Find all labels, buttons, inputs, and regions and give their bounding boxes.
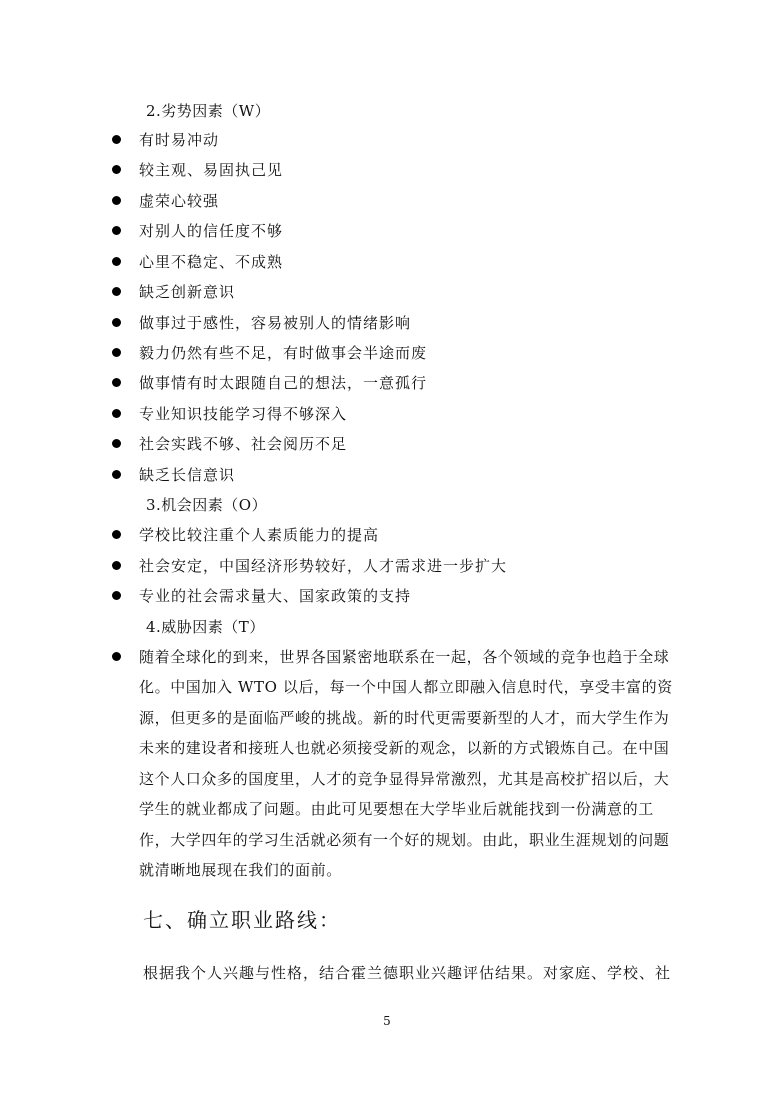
list-item-text: 毅力仍然有些不足，有时做事会半途而废 [139,344,428,362]
list-item-text: 学校比较注重个人素质能力的提高 [139,526,380,544]
paragraph-line: 作，大学四年的学习生活就必须有一个好的规划。由此，职业生涯规划的问题 [139,831,670,849]
bullet-icon [112,591,121,600]
bullet-icon [112,530,121,539]
bullet-icon [112,652,121,661]
list-item-text: 有时易冲动 [139,131,220,149]
paragraph-line: 这个人口众多的国度里，人才的竞争显得异常激烈，尤其是高校扩招以后，大 [139,770,670,788]
weakness-heading: 2.劣势因素（W） [146,102,271,120]
bullet-icon [112,561,121,570]
bullet-icon [112,257,121,266]
paragraph-line: 源，但更多的是面临严峻的挑战。新的时代更需要新型的人才，而大学生作为 [139,709,670,727]
list-item-text: 缺乏长信意识 [139,466,236,484]
list-item-text: 心里不稳定、不成熟 [139,253,284,271]
bullet-icon [112,287,121,296]
list-item-text: 缺乏创新意识 [139,283,236,301]
body-paragraph: 根据我个人兴趣与性格，结合霍兰德职业兴趣评估结果。对家庭、学校、社 [143,964,672,982]
list-item-text: 专业知识技能学习得不够深入 [139,405,348,423]
bullet-icon [112,439,121,448]
list-item-text: 社会实践不够、社会阅历不足 [139,435,348,453]
paragraph-line: 随着全球化的到来，世界各国紧密地联系在一起，各个领域的竞争也趋于全球 [139,648,670,666]
bullet-icon [112,135,121,144]
paragraph-line: 就清晰地展现在我们的面前。 [139,861,342,879]
bullet-icon [112,409,121,418]
threat-heading: 4.威胁因素（T） [146,618,265,636]
opportunity-heading: 3.机会因素（O） [146,496,268,514]
section-title: 七、确立职业路线： [143,908,341,932]
list-item-text: 虚荣心较强 [139,192,220,210]
bullet-icon [112,318,121,327]
list-item-text: 社会安定，中国经济形势较好，人才需求进一步扩大 [139,557,508,575]
page-number: 5 [383,1014,391,1028]
list-item-text: 对别人的信任度不够 [139,222,284,240]
bullet-icon [112,196,121,205]
bullet-icon [112,378,121,387]
paragraph-line: 未来的建设者和接班人也就必须接受新的观念，以新的方式锻炼自己。在中国 [139,739,670,757]
bullet-icon [112,226,121,235]
list-item-text: 做事过于感性，容易被别人的情绪影响 [139,314,412,332]
bullet-icon [112,165,121,174]
list-item-text: 较主观、易固执己见 [139,161,284,179]
bullet-icon [112,470,121,479]
bullet-icon [112,348,121,357]
list-item-text: 专业的社会需求量大、国家政策的支持 [139,587,412,605]
paragraph-line: 学生的就业都成了问题。由此可见要想在大学毕业后就能找到一份满意的工 [139,800,654,818]
list-item-text: 做事情有时太跟随自己的想法，一意孤行 [139,374,428,392]
paragraph-line: 化。中国加入 WTO 以后，每一个中国人都立即融入信息时代，享受丰富的资 [139,678,673,696]
